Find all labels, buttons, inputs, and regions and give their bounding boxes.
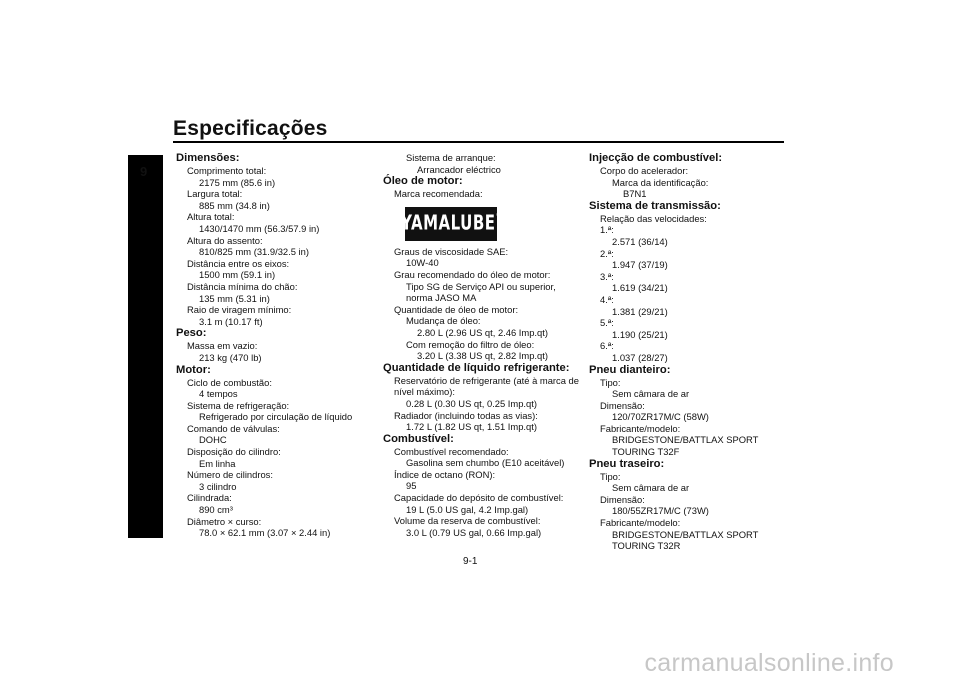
spec-value: 3 cilindro: [199, 480, 237, 492]
spec-label: Marca da identificação:: [612, 176, 709, 188]
spec-label: Fabricante/modelo:: [600, 517, 681, 529]
section-combustivel: Combustível:: [383, 432, 454, 445]
gear-value: 1.190 (25/21): [612, 328, 668, 340]
spec-label: Graus de viscosidade SAE:: [394, 245, 509, 257]
chapter-number: 9: [140, 164, 148, 179]
gear-value: 2.571 (36/14): [612, 235, 668, 247]
spec-value: 3.1 m (10.17 ft): [199, 315, 263, 327]
header-rule: [173, 141, 784, 143]
spec-value: Arrancador eléctrico: [417, 163, 501, 175]
spec-value: Sem câmara de ar: [612, 388, 690, 400]
chapter-tab: [128, 155, 163, 538]
spec-label: Comprimento total:: [187, 165, 267, 176]
spec-value: 135 mm (5.31 in): [199, 292, 270, 304]
spec-label: Combustível recomendado:: [394, 445, 509, 457]
spec-value: 10W-40: [406, 257, 439, 269]
spec-label: Fabricante/modelo:: [600, 422, 681, 434]
spec-value: 3.20 L (3.38 US qt, 2.82 Imp.qt): [417, 350, 548, 362]
spec-label: Tipo:: [600, 376, 621, 388]
section-injeccao: Injecção de combustível:: [589, 152, 723, 164]
gear-label: 4.ª:: [600, 293, 614, 305]
spec-label: Cilindrada:: [187, 492, 232, 504]
spec-value: DOHC: [199, 434, 227, 446]
spec-label: Raio de viragem mínimo:: [187, 304, 292, 316]
spec-value: Refrigerado por circulação de líquido: [199, 411, 353, 423]
spec-label: Dimensão:: [600, 399, 645, 411]
column-3: [589, 152, 789, 552]
spec-label: Altura do assento:: [187, 234, 263, 246]
spec-label: Reservatório de refrigerante (até à marca de nível máximo):: [394, 374, 579, 398]
yamalube-logo: [401, 207, 501, 241]
spec-value: 1430/1470 mm (56.3/57.9 in): [199, 222, 320, 234]
section-refrigerante: Quantidade de líquido refrigerante:: [383, 361, 570, 374]
spec-value: 78.0 × 62.1 mm (3.07 × 2.44 in): [199, 527, 331, 539]
spec-label: Altura total:: [187, 211, 235, 223]
gear-value: 1.381 (29/21): [612, 305, 668, 317]
column-2: [383, 152, 583, 538]
spec-label: Sistema de arranque:: [406, 152, 496, 163]
gear-label: 3.ª:: [600, 270, 614, 282]
spec-value: Em linha: [199, 457, 236, 469]
spec-value: BRIDGESTONE/BATTLAX SPORT TOURING T32F: [612, 434, 759, 458]
spec-label: Grau recomendado do óleo de motor:: [394, 268, 551, 280]
spec-label: Tipo:: [600, 470, 621, 482]
section-transmissao: Sistema de transmissão:: [589, 199, 721, 212]
spec-label: Capacidade do depósito de combustível:: [394, 492, 564, 504]
spec-value: 3.0 L (0.79 US gal, 0.66 Imp.gal): [406, 526, 542, 538]
registered-mark-icon: ®: [496, 212, 501, 219]
column-1: [176, 152, 371, 539]
spec-label: Diâmetro × curso:: [187, 515, 262, 527]
section-pneu-traseiro: Pneu traseiro:: [589, 457, 665, 470]
spec-value: Tipo SG de Serviço API ou superior, norma JASO MA: [406, 280, 556, 304]
section-pneu-dianteiro: Pneu dianteiro:: [589, 363, 671, 376]
spec-value: 2.80 L (2.96 US qt, 2.46 Imp.qt): [417, 326, 548, 338]
gear-value: 1.947 (37/19): [612, 259, 668, 271]
spec-value: 19 L (5.0 US gal, 4.2 Imp.gal): [406, 503, 529, 515]
section-dimensoes: Dimensões:: [176, 152, 240, 164]
spec-value: 810/825 mm (31.9/32.5 in): [199, 246, 309, 258]
spec-label: Sistema de refrigeração:: [187, 399, 290, 411]
spec-label: Volume da reserva de combustível:: [394, 515, 541, 527]
spec-label: Disposição do cilindro:: [187, 446, 281, 458]
spec-label: Distância entre os eixos:: [187, 257, 290, 269]
spec-label: Com remoção do filtro de óleo:: [406, 338, 535, 350]
gear-value: 1.037 (28/27): [612, 351, 668, 363]
spec-label: Comando de válvulas:: [187, 422, 280, 434]
spec-value: Sem câmara de ar: [612, 482, 690, 494]
spec-label: Número de cilindros:: [187, 469, 273, 481]
spec-value: 1.72 L (1.82 US qt, 1.51 Imp.qt): [406, 421, 537, 433]
gear-label: 1.ª:: [600, 224, 614, 236]
spec-label: Distância mínima do chão:: [187, 280, 298, 292]
spec-value: 890 cm³: [199, 504, 233, 516]
spec-label: Quantidade de óleo de motor:: [394, 303, 519, 315]
spec-label: Radiador (incluindo todas as vias):: [394, 409, 538, 421]
spec-value: BRIDGESTONE/BATTLAX SPORT TOURING T32R: [612, 528, 759, 552]
spec-label: Mudança de óleo:: [406, 315, 481, 327]
spec-value: 4 tempos: [199, 388, 238, 400]
section-peso: Peso:: [176, 327, 207, 340]
gear-label: 2.ª:: [600, 247, 614, 259]
gear-label: 5.ª:: [600, 317, 614, 329]
spec-label: Índice de octano (RON):: [394, 468, 496, 480]
spec-value: B7N1: [623, 188, 647, 200]
spec-value: 0.28 L (0.30 US qt, 0.25 Imp.qt): [406, 397, 537, 409]
gear-label: 6.ª:: [600, 340, 614, 352]
spec-label: Dimensão:: [600, 493, 645, 505]
spec-value: 2175 mm (85.6 in): [199, 176, 276, 188]
spec-value: 120/70ZR17M/C (58W): [612, 411, 709, 423]
spec-value: 1500 mm (59.1 in): [199, 269, 276, 281]
spec-label: Massa em vazio:: [187, 340, 258, 352]
spec-label: Marca recomendada:: [394, 188, 483, 200]
section-oleo: Óleo de motor:: [383, 175, 463, 188]
spec-value: 180/55ZR17M/C (73W): [612, 505, 709, 517]
page-title: Especificações: [173, 117, 328, 140]
spec-label: Largura total:: [187, 188, 243, 200]
spec-label: Corpo do acelerador:: [600, 165, 689, 176]
spec-value: 885 mm (34.8 in): [199, 199, 270, 211]
spec-value: 95: [406, 480, 417, 492]
gear-value: 1.619 (34/21): [612, 282, 668, 294]
spec-value: Gasolina sem chumbo (E10 aceitável): [406, 457, 565, 469]
spec-value: 213 kg (470 lb): [199, 351, 262, 363]
logo-text: YAMALUBE: [401, 210, 496, 235]
spec-label: Ciclo de combustão:: [187, 376, 272, 388]
watermark: carmanualsonline.info: [644, 649, 894, 677]
page-number: 9-1: [463, 556, 478, 567]
spec-label: Relação das velocidades:: [600, 212, 707, 224]
section-motor: Motor:: [176, 363, 211, 376]
